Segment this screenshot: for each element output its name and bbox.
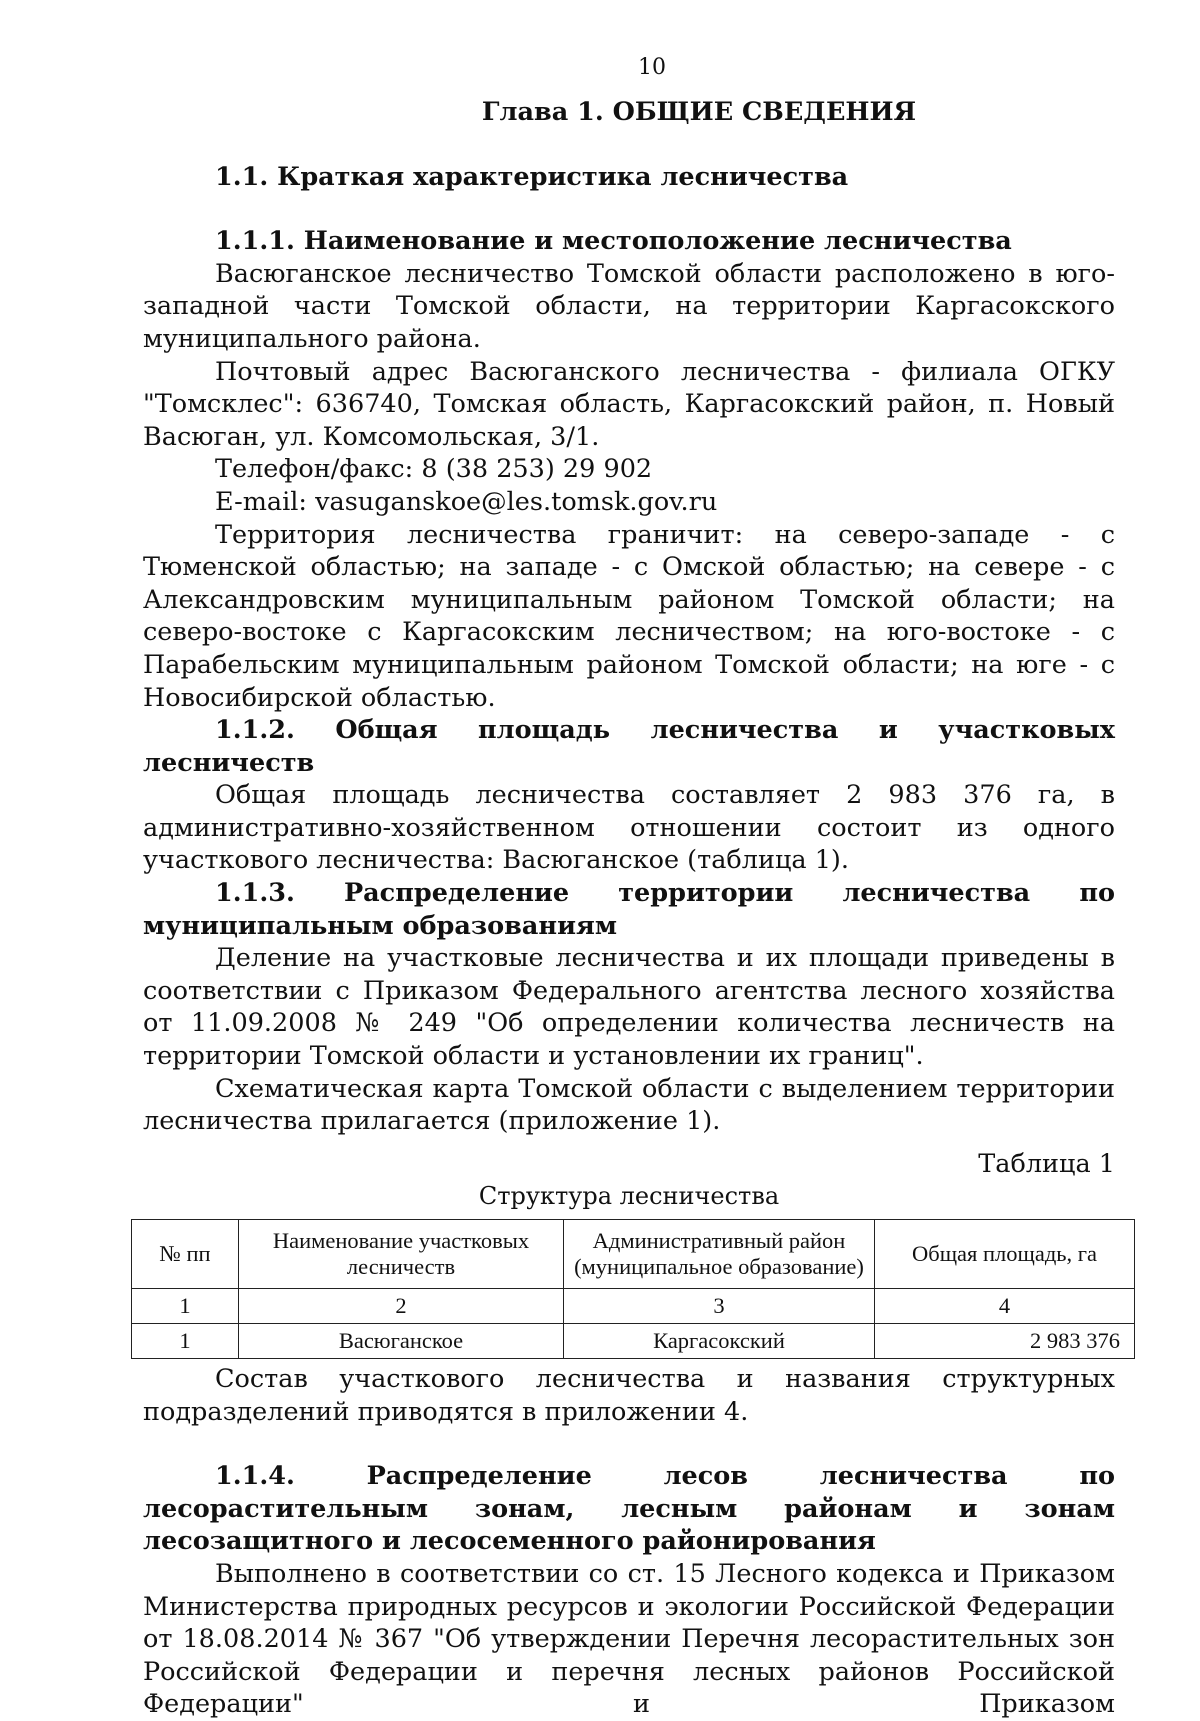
paragraph-phone: Телефон/факс: 8 (38 253) 29 902 xyxy=(215,454,653,485)
subsection-heading-1-1-2: 1.1.2. Общая площадь лесничества и участковых лесничеств xyxy=(143,715,1115,778)
table-header-row xyxy=(132,1220,1135,1289)
table-title: Структура лесничества xyxy=(478,1182,780,1211)
numbering-cell: 1 xyxy=(132,1289,239,1324)
header-cell-area: Общая площадь, га xyxy=(875,1220,1135,1289)
section-heading-1-1: 1.1. Краткая характеристика лесничества xyxy=(215,161,849,192)
spacer xyxy=(143,1428,1115,1460)
paragraph-after-table: Состав участкового лесничества и названия структурных подразделений приводятся в приложении 4. xyxy=(143,1364,1115,1427)
cell-district: Каргасокский xyxy=(564,1324,875,1359)
paragraph-zoning: Выполнено в соответствии со ст. 15 Лесного кодекса и Приказом Министерства природных ресурсов и экологии Российской Федерации от 18.08.2014 № 367 "Об утверждении Перечня лесорастительных зон Российской Федерации и перечня лесных районов Российской Федерации" и Приказом xyxy=(143,1558,1115,1720)
table-numbering-row xyxy=(132,1289,1135,1324)
table-label: Таблица 1 xyxy=(978,1148,1115,1179)
page-number: 10 xyxy=(638,55,666,80)
structure-table xyxy=(131,1219,1135,1359)
paragraph-location: Васюганское лесничество Томской области расположено в юго-западной части Томской области, на территории Каргасокского муниципального района. xyxy=(143,258,1115,354)
numbering-cell: 4 xyxy=(875,1289,1135,1324)
numbering-cell: 2 xyxy=(239,1289,564,1324)
paragraph-map: Схематическая карта Томской области с выделением территории лесничества прилагается (приложение 1). xyxy=(143,1073,1115,1137)
header-cell-district: Административный район (муниципальное образование) xyxy=(564,1220,875,1289)
paragraph-total-area: Общая площадь лесничества составляет 2 983 376 га, в административно-хозяйственном отношении состоит из одного участкового лесничества: Васюганское (таблица 1). xyxy=(143,780,1115,876)
chapter-title: Глава 1. ОБЩИЕ СВЕДЕНИЯ xyxy=(481,97,917,127)
cell-name: Васюганское xyxy=(239,1324,564,1359)
numbering-cell: 3 xyxy=(564,1289,875,1324)
paragraph-postal-address: Почтовый адрес Васюганского лесничества - филиала ОГКУ "Томсклес": 636740, Томская область, Каргасокский район, п. Новый Васюган, ул. Комсомольская, 3/1. xyxy=(143,356,1115,452)
table-row xyxy=(132,1324,1135,1359)
subsection-heading-1-1-1: 1.1.1. Наименование и местоположение лесничества xyxy=(215,226,1012,257)
header-cell-name: Наименование участковых лесничеств xyxy=(239,1220,564,1289)
cell-area: 2 983 376 xyxy=(875,1324,1135,1359)
cell-number: 1 xyxy=(132,1324,239,1359)
document-page xyxy=(143,50,1120,1721)
paragraph-division: Деление на участковые лесничества и их площади приведены в соответствии с Приказом Федерального агентства лесного хозяйства от 11.09.2008 № 249 "Об определении количества лесничеств на территории Томской области и установлении их границ". xyxy=(143,943,1115,1072)
subsection-heading-1-1-3: 1.1.3. Распределение территории лесничества по муниципальным образованиям xyxy=(143,878,1115,941)
header-cell-number: № пп xyxy=(132,1220,239,1289)
subsection-heading-1-1-4: 1.1.4. Распределение лесов лесничества по лесорастительным зонам, лесным районам и зонам лесозащитного и лесосеменного районирования xyxy=(143,1461,1115,1557)
paragraph-borders: Территория лесничества граничит: на северо-западе - с Тюменской областью; на западе - с Омской областью; на севере - с Александровским муниципальным районом Томской области; на северо-востоке с Каргасокским лесничеством; на юго-востоке - с Парабельским муниципальным районом Томской области; на юге - с Новосибирской областью. xyxy=(143,519,1115,713)
paragraph-email: E-mail: vasuganskoe@les.tomsk.gov.ru xyxy=(215,486,718,517)
